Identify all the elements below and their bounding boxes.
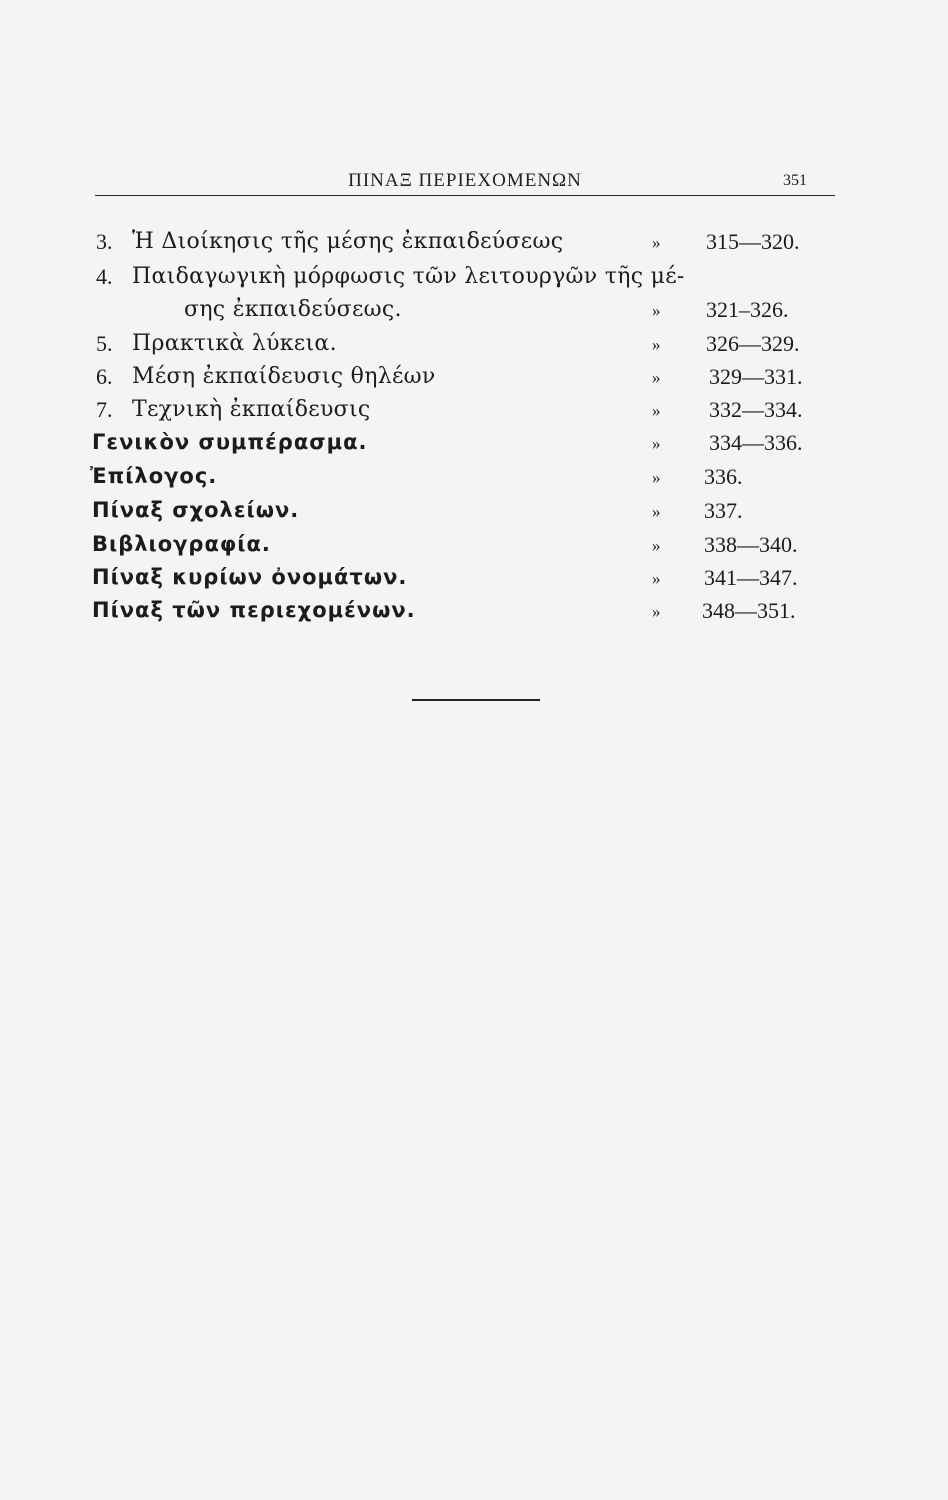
toc-entry: [0, 532, 948, 564]
entry-number: 7.: [96, 397, 113, 422]
entry-pages: 326—329.: [706, 331, 800, 356]
entry-title: Μέση ἐκπαίδευσις θηλέων: [132, 364, 436, 389]
entry-title: Παιδαγωγικὴ μόρφωσις τῶν λειτουργῶν τῆς μέ-: [132, 264, 685, 289]
entry-pages: 341—347.: [704, 565, 798, 590]
toc-entry: [0, 397, 948, 429]
entry-pages: 321–326.: [706, 297, 789, 322]
toc-entry: [0, 464, 948, 496]
entry-number: 3.: [96, 229, 113, 254]
entry-pages: 315—320.: [706, 229, 800, 254]
entry-pages: 337.: [704, 498, 743, 523]
entry-title: Πίναξ σχολείων.: [92, 498, 300, 522]
toc-entry: [0, 565, 948, 597]
ditto-mark: »: [652, 335, 661, 354]
ditto-mark: »: [652, 233, 661, 252]
entry-number: 6.: [96, 364, 113, 389]
ditto-mark: »: [652, 536, 661, 555]
page-number: 351: [783, 172, 807, 189]
entry-pages: 348—351.: [702, 598, 796, 623]
entry-title: Πίναξ τῶν περιεχομένων.: [92, 598, 416, 622]
ditto-mark: »: [652, 602, 661, 621]
ditto-mark: »: [652, 368, 661, 387]
entry-title: Πίναξ κυρίων ὀνομάτων.: [92, 565, 408, 589]
entry-pages: 332—334.: [709, 397, 803, 422]
entry-pages: 338—340.: [704, 532, 798, 557]
ditto-mark: »: [652, 502, 661, 521]
entry-number: 4.: [96, 264, 113, 289]
toc-entry: [0, 430, 948, 462]
entry-title: Βιβλιογραφία.: [92, 532, 271, 556]
ditto-mark: »: [652, 569, 661, 588]
ditto-mark: »: [652, 468, 661, 487]
toc-entry: [0, 498, 948, 530]
running-head: [95, 168, 835, 198]
header-rule: [95, 195, 835, 196]
entry-title: Γενικὸν συμπέρασμα.: [92, 430, 368, 454]
entry-title: σης ἐκπαιδεύσεως.: [184, 297, 402, 322]
ditto-mark: »: [652, 434, 661, 453]
toc-entry: [0, 264, 948, 296]
toc-entry: [0, 331, 948, 363]
toc-entry-continuation: [0, 297, 948, 329]
toc-entry: [0, 598, 948, 630]
toc-entry: [0, 364, 948, 396]
running-title: ΠΙΝΑΞ ΠΕΡΙΕΧΟΜΕΝΩΝ: [348, 170, 582, 191]
ditto-mark: »: [652, 301, 661, 320]
entry-pages: 329—331.: [709, 364, 803, 389]
ditto-mark: »: [652, 401, 661, 420]
entry-pages: 334—336.: [709, 430, 803, 455]
entry-title: Πρακτικὰ λύκεια.: [132, 331, 337, 356]
entry-title: Ἡ Διοίκησις τῆς μέσης ἐκπαιδεύσεως: [132, 229, 564, 254]
closing-rule: [412, 699, 540, 701]
entry-pages: 336.: [704, 464, 743, 489]
entry-title: Ἐπίλογος.: [90, 464, 218, 488]
toc-entry: [0, 229, 948, 261]
entry-number: 5.: [96, 331, 113, 356]
entry-title: Τεχνικὴ ἐκπαίδευσις: [132, 397, 371, 422]
